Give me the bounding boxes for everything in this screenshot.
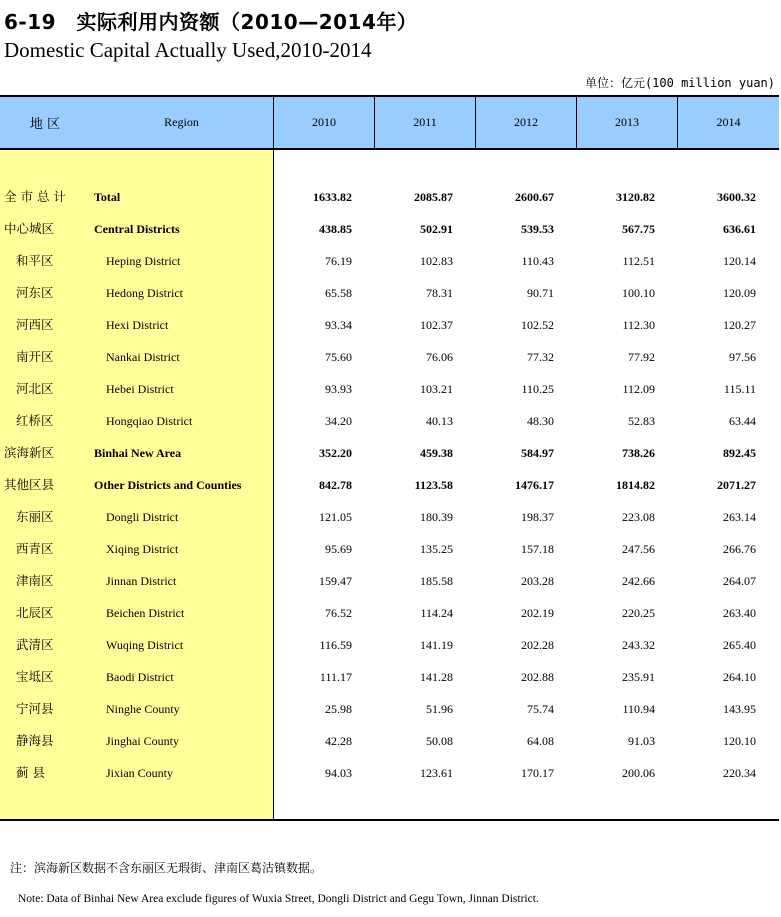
value-cell-2014: 265.40 [723, 638, 756, 652]
value-cell-2013: 100.10 [622, 286, 655, 300]
table-row [0, 603, 779, 623]
region-name-en: Heping District [106, 254, 181, 268]
value-cell-2013: 77.92 [628, 350, 655, 364]
value-cell-2011: 114.24 [420, 606, 453, 620]
region-name-cn: 北辰区 [16, 605, 54, 620]
value-cell-2010: 75.60 [325, 350, 352, 364]
region-name-cn: 东丽区 [16, 509, 54, 524]
header-bottom-rule [0, 148, 779, 150]
value-cell-2010: 116.59 [319, 638, 352, 652]
value-cell-2013: 200.06 [622, 766, 655, 780]
value-cell-2012: 102.52 [521, 318, 554, 332]
value-cell-2010: 352.20 [319, 446, 352, 460]
unit-label: 单位：亿元(100 million yuan) [584, 76, 775, 90]
region-name-cn: 河西区 [16, 317, 54, 332]
header-year-2010: 2010 [312, 115, 336, 129]
region-name-cn: 静海县 [16, 733, 54, 748]
value-cell-2013: 567.75 [622, 222, 655, 236]
region-name-cn: 红桥区 [16, 413, 54, 428]
value-cell-2014: 636.61 [723, 222, 756, 236]
value-cell-2010: 25.98 [325, 702, 352, 716]
value-cell-2012: 202.19 [521, 606, 554, 620]
table-row [0, 251, 779, 271]
value-cell-2014: 120.27 [723, 318, 756, 332]
region-name-cn: 津南区 [16, 573, 54, 588]
value-cell-2012: 2600.67 [515, 190, 554, 204]
value-cell-2013: 112.30 [622, 318, 655, 332]
value-cell-2014: 120.09 [723, 286, 756, 300]
region-name-en: Hebei District [106, 382, 174, 396]
region-name-en: Total [94, 190, 121, 204]
table-title-cn: 6-19 实际利用内资额（2010—2014年） [4, 10, 418, 34]
value-cell-2014: 2071.27 [717, 478, 756, 492]
value-cell-2014: 263.14 [723, 510, 756, 524]
value-cell-2013: 52.83 [628, 414, 655, 428]
table-row [0, 315, 779, 335]
value-cell-2014: 143.95 [723, 702, 756, 716]
region-name-en: Jixian County [106, 766, 174, 780]
value-cell-2014: 3600.32 [717, 190, 756, 204]
region-name-cn: 河北区 [16, 381, 54, 396]
value-cell-2014: 120.14 [723, 254, 756, 268]
table-row [0, 379, 779, 399]
footnote-cn: 注：滨海新区数据不含东丽区无瑕街、津南区葛沽镇数据。 [10, 861, 323, 875]
value-cell-2013: 235.91 [622, 670, 655, 684]
value-cell-2014: 97.56 [729, 350, 756, 364]
value-cell-2013: 243.32 [622, 638, 655, 652]
table-row [0, 219, 779, 239]
region-name-en: Hedong District [106, 286, 183, 300]
value-cell-2013: 112.51 [622, 254, 655, 268]
value-cell-2010: 93.93 [325, 382, 352, 396]
region-name-en: Jinghai County [106, 734, 180, 748]
table-row [0, 507, 779, 527]
value-cell-2014: 892.45 [723, 446, 756, 460]
region-name-cn: 西青区 [16, 541, 54, 556]
value-cell-2010: 159.47 [319, 574, 352, 588]
value-cell-2012: 203.28 [521, 574, 554, 588]
value-cell-2012: 110.43 [521, 254, 554, 268]
table-row [0, 539, 779, 559]
table-row [0, 571, 779, 591]
table-row [0, 475, 779, 495]
value-cell-2013: 738.26 [622, 446, 655, 460]
region-name-en: Baodi District [106, 670, 174, 684]
value-cell-2010: 42.28 [325, 734, 352, 748]
value-cell-2012: 75.74 [527, 702, 554, 716]
value-cell-2011: 78.31 [426, 286, 453, 300]
value-cell-2010: 842.78 [319, 478, 352, 492]
value-cell-2014: 63.44 [729, 414, 756, 428]
header-year-2014: 2014 [716, 115, 741, 129]
value-cell-2013: 91.03 [628, 734, 655, 748]
region-name-cn: 滨海新区 [4, 445, 55, 460]
region-name-en: Ninghe County [106, 702, 180, 716]
value-cell-2013: 247.56 [622, 542, 655, 556]
value-cell-2013: 1814.82 [616, 478, 655, 492]
value-cell-2012: 90.71 [527, 286, 554, 300]
header-year-2013: 2013 [615, 115, 639, 129]
region-name-cn: 南开区 [16, 349, 54, 364]
region-name-cn: 蓟 县 [16, 765, 45, 780]
value-cell-2010: 1633.82 [313, 190, 352, 204]
value-cell-2013: 242.66 [622, 574, 655, 588]
region-name-cn: 宁河县 [16, 701, 54, 716]
region-name-cn: 其他区县 [4, 477, 55, 492]
value-cell-2014: 120.10 [723, 734, 756, 748]
value-cell-2011: 76.06 [426, 350, 453, 364]
footnote-en: Note: Data of Binhai New Area exclude figures of Wuxia Street, Dongli District and Gegu Town, Jinnan District. [18, 893, 539, 905]
value-cell-2010: 76.19 [325, 254, 352, 268]
value-cell-2013: 223.08 [622, 510, 655, 524]
value-cell-2011: 1123.58 [414, 478, 453, 492]
value-cell-2013: 220.25 [622, 606, 655, 620]
table-row [0, 283, 779, 303]
value-cell-2010: 76.52 [325, 606, 352, 620]
value-cell-2013: 112.09 [622, 382, 655, 396]
value-cell-2011: 102.37 [420, 318, 453, 332]
value-cell-2011: 180.39 [420, 510, 453, 524]
table-row [0, 699, 779, 719]
value-cell-2012: 110.25 [521, 382, 554, 396]
value-cell-2012: 170.17 [521, 766, 554, 780]
value-cell-2010: 94.03 [325, 766, 352, 780]
table-row [0, 347, 779, 367]
value-cell-2010: 438.85 [319, 222, 352, 236]
table-row [0, 667, 779, 687]
table-title-en: Domestic Capital Actually Used,2010-2014 [4, 38, 372, 62]
value-cell-2010: 34.20 [325, 414, 352, 428]
value-cell-2011: 123.61 [420, 766, 453, 780]
value-cell-2011: 459.38 [420, 446, 453, 460]
region-name-en: Binhai New Area [94, 446, 182, 460]
value-cell-2012: 202.28 [521, 638, 554, 652]
region-name-cn: 武清区 [16, 637, 54, 652]
value-cell-2010: 95.69 [325, 542, 352, 556]
region-name-en: Nankai District [106, 350, 180, 364]
region-name-en: Central Districts [94, 222, 180, 236]
region-name-en: Xiqing District [106, 542, 179, 556]
value-cell-2011: 2085.87 [414, 190, 453, 204]
table-row [0, 443, 779, 463]
value-cell-2011: 51.96 [426, 702, 453, 716]
value-cell-2012: 48.30 [527, 414, 554, 428]
region-name-en: Hongqiao District [106, 414, 193, 428]
value-cell-2011: 141.19 [420, 638, 453, 652]
value-cell-2014: 220.34 [723, 766, 756, 780]
value-cell-2012: 584.97 [521, 446, 554, 460]
region-name-cn: 中心城区 [4, 221, 55, 236]
value-cell-2014: 263.40 [723, 606, 756, 620]
value-cell-2011: 40.13 [426, 414, 453, 428]
value-cell-2013: 110.94 [622, 702, 655, 716]
value-cell-2012: 539.53 [521, 222, 554, 236]
value-cell-2010: 93.34 [325, 318, 352, 332]
region-name-en: Hexi District [106, 318, 169, 332]
table-row [0, 763, 779, 783]
value-cell-2014: 115.11 [723, 382, 756, 396]
table-row [0, 187, 779, 207]
region-name-en: Beichen District [106, 606, 185, 620]
region-name-en: Wuqing District [106, 638, 184, 652]
region-name-cn: 河东区 [16, 285, 54, 300]
region-name-cn: 宝坻区 [16, 669, 54, 684]
region-name-cn: 和平区 [16, 253, 54, 268]
value-cell-2012: 202.88 [521, 670, 554, 684]
region-name-en: Jinnan District [106, 574, 177, 588]
value-cell-2013: 3120.82 [616, 190, 655, 204]
value-cell-2012: 1476.17 [515, 478, 554, 492]
value-cell-2010: 121.05 [319, 510, 352, 524]
value-cell-2010: 111.17 [319, 670, 352, 684]
header-region-cn: 地 区 [29, 117, 61, 132]
header-region-en: Region [164, 115, 199, 129]
table-row [0, 411, 779, 431]
table-row [0, 635, 779, 655]
value-cell-2012: 157.18 [521, 542, 554, 556]
value-cell-2011: 141.28 [420, 670, 453, 684]
value-cell-2011: 103.21 [420, 382, 453, 396]
region-name-en: Dongli District [106, 510, 179, 524]
value-cell-2012: 64.08 [527, 734, 554, 748]
value-cell-2014: 264.10 [723, 670, 756, 684]
value-cell-2012: 77.32 [527, 350, 554, 364]
value-cell-2012: 198.37 [521, 510, 554, 524]
value-cell-2011: 135.25 [420, 542, 453, 556]
region-name-cn: 全 市 总 计 [4, 189, 66, 204]
value-cell-2014: 266.76 [723, 542, 756, 556]
value-cell-2010: 65.58 [325, 286, 352, 300]
region-name-en: Other Districts and Counties [94, 478, 242, 492]
value-cell-2011: 102.83 [420, 254, 453, 268]
table-bottom-rule [0, 819, 779, 821]
value-cell-2011: 502.91 [420, 222, 453, 236]
header-year-2011: 2011 [413, 115, 437, 129]
value-cell-2011: 50.08 [426, 734, 453, 748]
value-cell-2011: 185.58 [420, 574, 453, 588]
table-row [0, 731, 779, 751]
header-year-2012: 2012 [514, 115, 538, 129]
value-cell-2014: 264.07 [723, 574, 756, 588]
